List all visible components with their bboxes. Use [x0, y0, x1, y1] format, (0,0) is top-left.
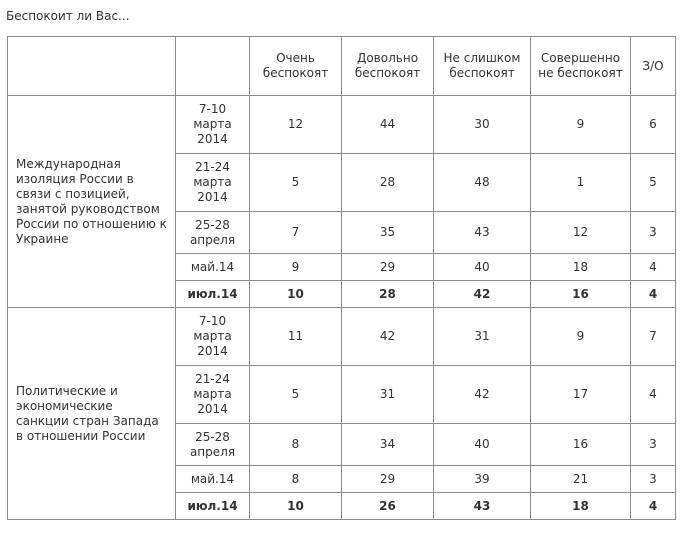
- table-row: [8, 96, 676, 154]
- value-cell: 5: [250, 154, 342, 212]
- value-cell: 8: [250, 466, 342, 493]
- value-cell: 16: [531, 281, 631, 308]
- value-cell: 40: [434, 424, 531, 466]
- value-cell: 8: [250, 424, 342, 466]
- value-cell: 4: [631, 366, 676, 424]
- survey-table: [7, 36, 676, 520]
- value-cell: 48: [434, 154, 531, 212]
- period-label: 21-24 марта 2014: [176, 366, 250, 424]
- value-cell: 39: [434, 466, 531, 493]
- value-cell: 42: [342, 308, 434, 366]
- value-cell: 12: [531, 212, 631, 254]
- value-cell: 42: [434, 281, 531, 308]
- value-cell: 3: [631, 424, 676, 466]
- value-cell: 3: [631, 466, 676, 493]
- header-row: [8, 37, 676, 96]
- value-cell: 3: [631, 212, 676, 254]
- value-cell: 16: [531, 424, 631, 466]
- value-cell: 10: [250, 493, 342, 520]
- value-cell: 43: [434, 212, 531, 254]
- column-header: Не слишком беспокоят: [434, 37, 531, 96]
- period-label: 25-28 апреля: [176, 424, 250, 466]
- header-empty-period: [176, 37, 250, 96]
- period-label: 25-28 апреля: [176, 212, 250, 254]
- value-cell: 12: [250, 96, 342, 154]
- column-header: Довольно беспокоят: [342, 37, 434, 96]
- value-cell: 4: [631, 493, 676, 520]
- value-cell: 31: [434, 308, 531, 366]
- value-cell: 17: [531, 366, 631, 424]
- value-cell: 10: [250, 281, 342, 308]
- value-cell: 9: [531, 308, 631, 366]
- period-label: 7-10 марта 2014: [176, 308, 250, 366]
- value-cell: 28: [342, 154, 434, 212]
- value-cell: 28: [342, 281, 434, 308]
- value-cell: 7: [250, 212, 342, 254]
- value-cell: 31: [342, 366, 434, 424]
- value-cell: 9: [250, 254, 342, 281]
- value-cell: 44: [342, 96, 434, 154]
- value-cell: 34: [342, 424, 434, 466]
- value-cell: 40: [434, 254, 531, 281]
- value-cell: 7: [631, 308, 676, 366]
- value-cell: 11: [250, 308, 342, 366]
- value-cell: 26: [342, 493, 434, 520]
- value-cell: 18: [531, 493, 631, 520]
- value-cell: 29: [342, 466, 434, 493]
- value-cell: 29: [342, 254, 434, 281]
- table-caption: Беспокоит ли Вас...: [6, 9, 130, 23]
- period-label: июл.14: [176, 493, 250, 520]
- period-label: май.14: [176, 254, 250, 281]
- column-header: Очень беспокоят: [250, 37, 342, 96]
- value-cell: 43: [434, 493, 531, 520]
- period-label: май.14: [176, 466, 250, 493]
- column-header: З/О: [631, 37, 676, 96]
- period-label: июл.14: [176, 281, 250, 308]
- value-cell: 30: [434, 96, 531, 154]
- value-cell: 4: [631, 254, 676, 281]
- table-row: [8, 308, 676, 366]
- value-cell: 9: [531, 96, 631, 154]
- value-cell: 35: [342, 212, 434, 254]
- value-cell: 42: [434, 366, 531, 424]
- period-label: 7-10 марта 2014: [176, 96, 250, 154]
- value-cell: 18: [531, 254, 631, 281]
- value-cell: 1: [531, 154, 631, 212]
- value-cell: 21: [531, 466, 631, 493]
- topic-label: Международная изоляция России в связи с позицией, занятой руководством России по отношению к Украине: [8, 96, 176, 308]
- value-cell: 6: [631, 96, 676, 154]
- value-cell: 5: [631, 154, 676, 212]
- header-empty-topic: [8, 37, 176, 96]
- value-cell: 4: [631, 281, 676, 308]
- column-header: Совершенно не беспокоят: [531, 37, 631, 96]
- value-cell: 5: [250, 366, 342, 424]
- topic-label: Политические и экономические санкции стран Запада в отношении России: [8, 308, 176, 520]
- period-label: 21-24 марта 2014: [176, 154, 250, 212]
